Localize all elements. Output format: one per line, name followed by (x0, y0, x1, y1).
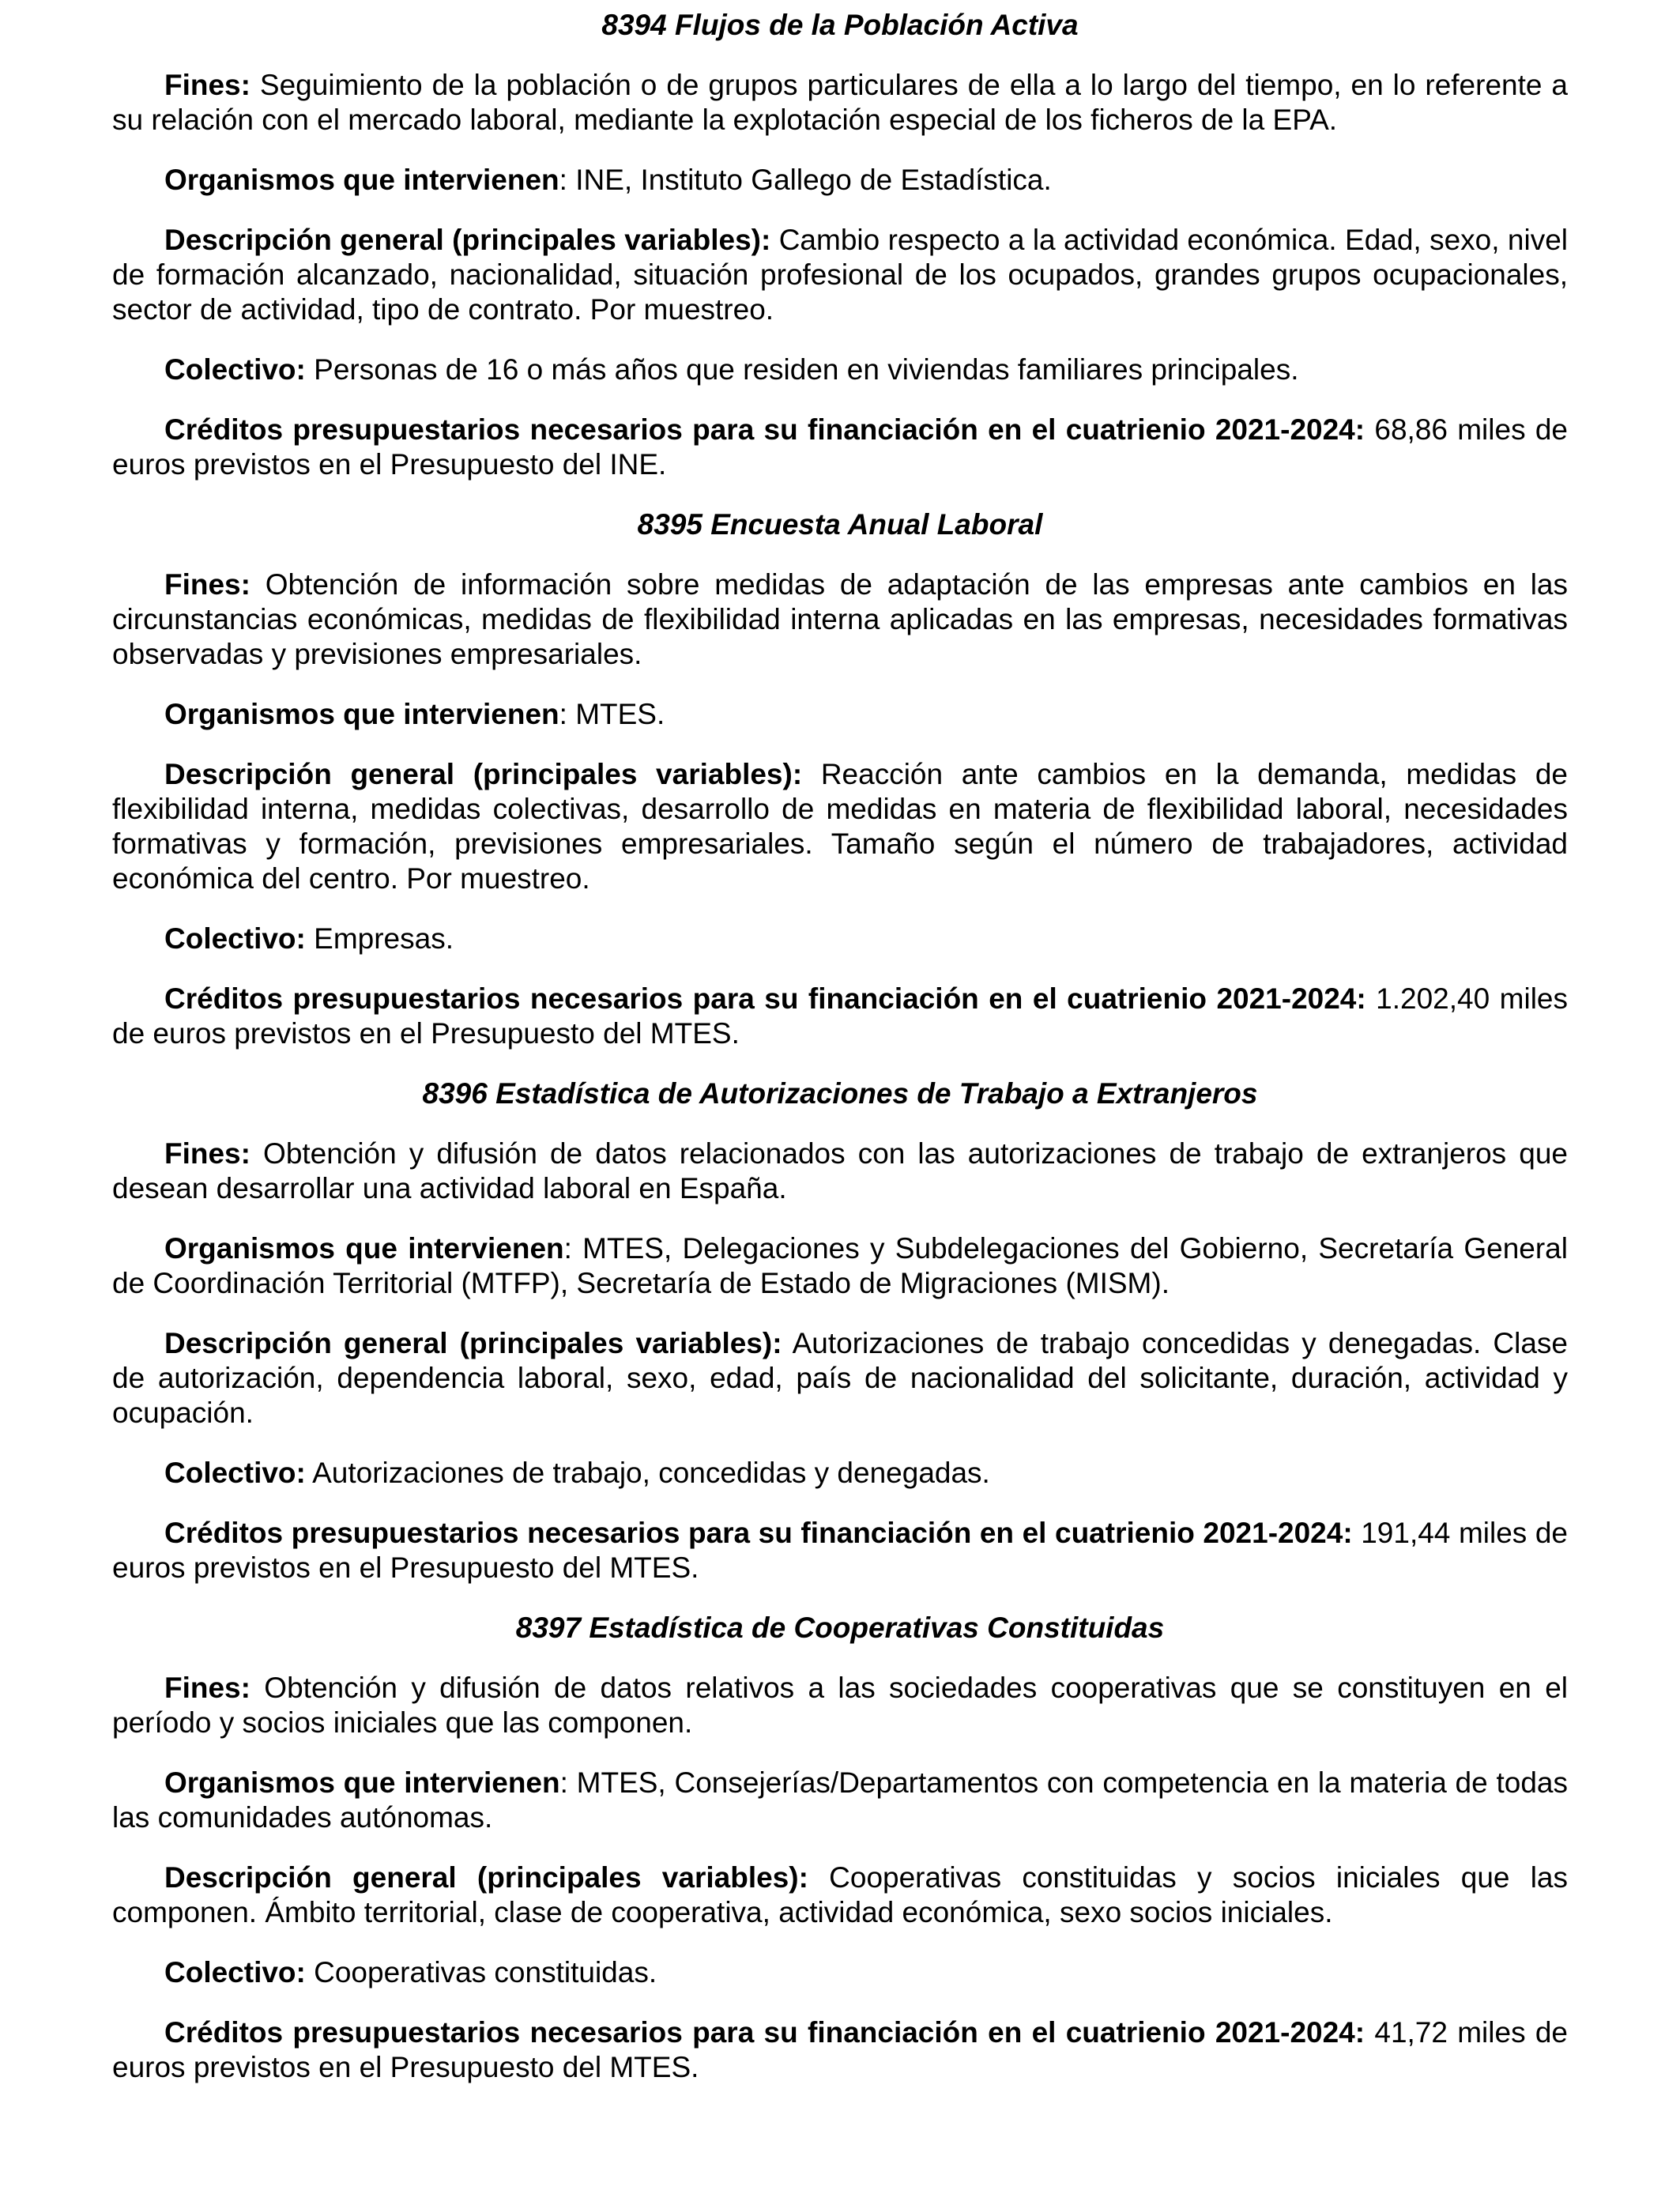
field-organismos (112, 1766, 1568, 1835)
field-text: Cooperativas constituidas y socios iniciales que las componen. Ámbito territorial, clase de cooperativa, actividad económica, sexo socios iniciales. (112, 1861, 1569, 1928)
field-label: Organismos que intervienen (164, 698, 559, 730)
field-colectivo (112, 922, 1568, 956)
section-8396 (112, 1076, 1568, 1585)
section-title: 8395 Encuesta Anual Laboral (637, 508, 1043, 541)
field-label: Créditos presupuestarios necesarios para su financiación en el cuatrienio 2021-2024: (164, 1517, 1353, 1549)
section-8394 (112, 8, 1568, 482)
field-text: Autorizaciones de trabajo, concedidas y denegadas. (305, 1457, 990, 1489)
field-text: Obtención y difusión de datos relacionados con las autorizaciones de trabajo de extranjeros que desean desarrollar una actividad laboral en España. (112, 1137, 1568, 1204)
field-text: Personas de 16 o más años que residen en viviendas familiares principales. (305, 353, 1299, 386)
field-label: Fines: (164, 1672, 250, 1704)
section-title: 8394 Flujos de la Población Activa (601, 9, 1079, 41)
field-text: Empresas. (305, 922, 454, 955)
field-fines (112, 567, 1568, 672)
section-title: 8397 Estadística de Cooperativas Constituidas (515, 1612, 1165, 1644)
field-colectivo (112, 352, 1568, 387)
field-text: Autorizaciones de trabajo concedidas y denegadas. Clase de autorización, dependencia laboral, sexo, edad, país de nacionalidad del solicitante, duración, actividad y ocupación. (112, 1327, 1568, 1429)
field-label: Fines: (164, 568, 250, 601)
field-label: Colectivo: (164, 922, 306, 955)
document-page (112, 8, 1568, 2110)
field-text: Obtención y difusión de datos relativos a las sociedades cooperativas que se constituyen en el período y socios iniciales que las componen. (112, 1672, 1568, 1739)
field-text: Obtención de información sobre medidas de adaptación de las empresas ante cambios en las circunstancias económicas, medidas de flexibilidad interna aplicadas en las empresas, necesidades formativas observadas y previsiones empresariales. (112, 568, 1568, 670)
field-label: Organismos que intervienen (164, 1766, 560, 1799)
field-text: Reacción ante cambios en la demanda, medidas de flexibilidad interna, medidas colectivas, desarrollo de medidas en materia de flexibilidad laboral, necesidades formativas y formación, previsiones empresariales. Tamaño según el número de trabajadores, actividad económica del centro. Por muestreo. (112, 758, 1568, 895)
field-label: Fines: (164, 69, 250, 101)
field-label: Créditos presupuestarios necesarios para su financiación en el cuatrienio 2021-2024: (164, 413, 1365, 446)
field-descripcion (112, 1860, 1568, 1930)
field-descripcion (112, 1326, 1568, 1431)
field-text: Cooperativas constituidas. (305, 1956, 657, 1989)
field-label: Fines: (164, 1137, 250, 1170)
field-text: 68,86 miles de euros previstos en el Presupuesto del INE. (112, 413, 1568, 481)
field-text: : MTES, Delegaciones y Subdelegaciones del Gobierno, Secretaría General de Coordinación Territorial (MTFP), Secretaría de Estado de Migraciones (MISM). (112, 1232, 1568, 1299)
field-fines (112, 68, 1568, 138)
field-label: Colectivo: (164, 1457, 306, 1489)
field-text: : INE, Instituto Gallego de Estadística. (559, 164, 1052, 196)
section-8397 (112, 1611, 1568, 2085)
field-text: Seguimiento de la población o de grupos particulares de ella a lo largo del tiempo, en lo referente a su relación con el mercado laboral, mediante la explotación especial de los ficheros de la EPA. (112, 69, 1568, 136)
field-label: Organismos que intervienen (164, 164, 559, 196)
field-descripcion (112, 757, 1568, 896)
field-fines (112, 1671, 1568, 1740)
section-8395 (112, 507, 1568, 1051)
field-creditos (112, 2015, 1568, 2085)
field-text: 41,72 miles de euros previstos en el Presupuesto del MTES. (112, 2016, 1568, 2083)
field-text: Cambio respecto a la actividad económica. Edad, sexo, nivel de formación alcanzado, nacionalidad, situación profesional de los ocupados, grandes grupos ocupacionales, sector de actividad, tipo de contrato. Por muestreo. (112, 224, 1569, 326)
field-label: Descripción general (principales variables): (164, 1861, 808, 1894)
field-label: Colectivo: (164, 353, 306, 386)
field-label: Organismos que intervienen (164, 1232, 564, 1265)
field-creditos (112, 982, 1568, 1051)
field-label: Créditos presupuestarios necesarios para su financiación en el cuatrienio 2021-2024: (164, 982, 1366, 1015)
field-descripcion (112, 223, 1568, 327)
field-label: Descripción general (principales variables): (164, 1327, 782, 1359)
field-organismos (112, 697, 1568, 732)
field-text: : MTES, Consejerías/Departamentos con competencia en la materia de todas las comunidades autónomas. (112, 1766, 1568, 1834)
field-colectivo (112, 1456, 1568, 1491)
field-creditos (112, 1516, 1568, 1585)
field-creditos (112, 413, 1568, 482)
field-label: Créditos presupuestarios necesarios para su financiación en el cuatrienio 2021-2024: (164, 2016, 1365, 2049)
section-title: 8396 Estadística de Autorizaciones de Trabajo a Extranjeros (422, 1077, 1258, 1110)
field-label: Descripción general (principales variables): (164, 758, 803, 790)
field-text: 191,44 miles de euros previstos en el Presupuesto del MTES. (112, 1517, 1568, 1584)
field-colectivo (112, 1955, 1568, 1990)
field-text: : MTES. (559, 698, 665, 730)
field-label: Descripción general (principales variables): (164, 224, 771, 256)
field-label: Colectivo: (164, 1956, 306, 1989)
field-fines (112, 1137, 1568, 1206)
field-text: 1.202,40 miles de euros previstos en el Presupuesto del MTES. (112, 982, 1568, 1050)
field-organismos (112, 163, 1568, 198)
field-organismos (112, 1231, 1568, 1301)
